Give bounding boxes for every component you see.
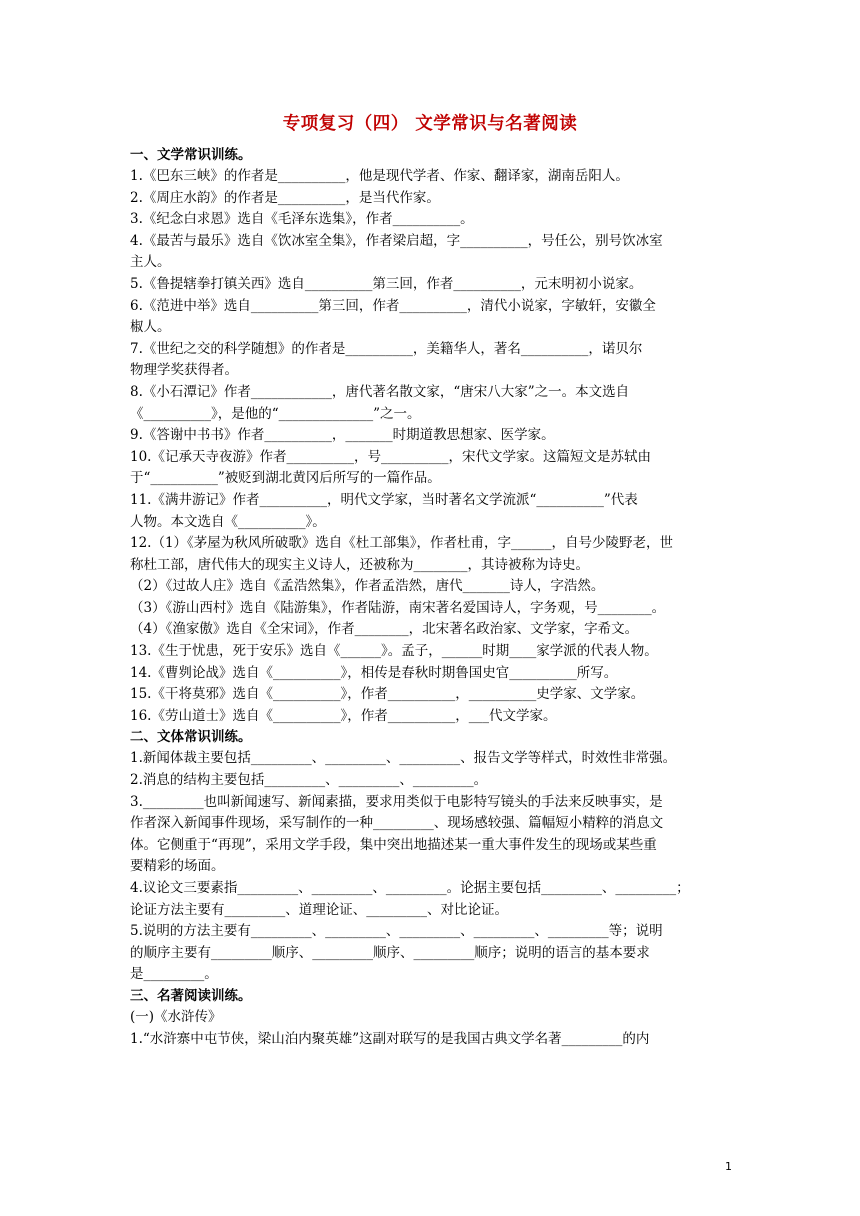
text-line: 7.《世纪之交的科学随想》的作者是__________，美籍华人，著名__________，诺贝尔 (130, 340, 643, 357)
text-line: 的顺序主要有_________顺序、_________顺序、_________顺序；说明的语言的基本要求 (130, 944, 650, 961)
text-line: 《__________》，是他的“______________”之一。 (130, 405, 421, 422)
text-line: 物理学奖获得者。 (130, 362, 238, 379)
text-line: （2）《过故人庄》选自《孟浩然集》，作者孟浩然，唐代_______诗人，字浩然。 (130, 578, 605, 595)
text-line: 8.《小石潭记》作者____________，唐代著名散文家，“唐宋八大家”之一。本文选自 (130, 383, 630, 400)
text-line: 15.《干将莫邪》选自《__________》，作者__________，__________史学家、文学家。 (130, 686, 645, 703)
text-line: 是_________。 (130, 966, 218, 983)
text-line: 9.《答谢中书书》作者__________，_______时期道教思想家、医学家。 (130, 427, 555, 444)
text-line: 4.《最苦与最乐》选自《饮冰室全集》，作者梁启超，字__________，号任公，别号饮冰室 (130, 232, 663, 249)
text-line: 3.《纪念白求恩》选自《毛泽东选集》，作者__________。 (130, 211, 474, 228)
page-title: 专项复习（四） 文学常识与名著阅读 (282, 114, 578, 134)
text-line: 要精彩的场面。 (130, 858, 225, 875)
text-line: 称杜工部，唐代伟大的现实主义诗人，还被称为________，其诗被称为诗史。 (130, 556, 589, 573)
text-line: 14.《曹刿论战》选自《__________》，相传是春秋时期鲁国史官__________所写。 (130, 664, 618, 681)
text-line: （4）《渔家傲》选自《全宋词》，作者________，北宋著名政治家、文学家，字希文。 (130, 621, 639, 638)
text-line: 体。它侧重于“再现”，采用文学手段，集中突出地描述某一重大事件发生的现场或某些重 (130, 836, 657, 853)
text-line: 2.《周庄水韵》的作者是__________，是当代作家。 (130, 189, 440, 206)
text-line: 论证方法主要有_________、道理论证、_________、对比论证。 (130, 901, 508, 918)
text-line: 2.消息的结构主要包括_________、_________、_________。 (130, 772, 488, 789)
page-number: 1 (725, 1160, 732, 1173)
text-line: 6.《范进中举》选自__________第三回，作者__________，清代小说家，字敏轩，安徽全 (130, 297, 656, 314)
text-line: 主人。 (130, 254, 171, 271)
text-line: 于“__________”被贬到湖北黄冈后所写的一篇作品。 (130, 470, 441, 487)
text-line: 5.《鲁提辖拳打镇关西》选自__________第三回，作者__________，元末明初小说家。 (130, 275, 643, 292)
text-line: 作者深入新闻事件现场，采写制作的一种_________、现场感较强、篇幅短小精粹的消息文 (130, 815, 664, 832)
text-line: 16.《劳山道士》选自《__________》，作者__________，___代文学家。 (130, 707, 557, 724)
text-line: 人物。本文选自《__________》。 (130, 513, 326, 530)
section-heading: 三、名著阅读训练。 (130, 987, 252, 1004)
text-line: 12.（1）《茅屋为秋风所破歌》选自《杜工部集》，作者杜甫，字______，自号少陵野老，世 (130, 535, 674, 552)
text-line: (一)《水浒传》 (130, 1008, 222, 1025)
text-line: 10.《记承天寺夜游》作者__________，号__________，宋代文学家。这篇短文是苏轼由 (130, 448, 651, 465)
section-heading: 一、文学常识训练。 (130, 147, 252, 163)
text-line: 椒人。 (130, 319, 171, 336)
section-heading: 二、文体常识训练。 (130, 729, 252, 746)
text-line: 1.《巴东三峡》的作者是__________，他是现代学者、作家、翻译家，湖南岳阳人。 (130, 168, 629, 184)
document-body (130, 145, 730, 1050)
text-line: 3._________也叫新闻速写、新闻素描，要求用类似于电影特写镜头的手法来反映事实，是 (130, 793, 663, 810)
text-line: 5.说明的方法主要有_________、_________、_________、_________、_________等；说明 (130, 923, 663, 940)
document-page (130, 110, 730, 1050)
text-line: 13.《生于忧患，死于安乐》选自《______》。孟子，______时期____家学派的代表人物。 (130, 643, 658, 660)
text-line: 11.《满井游记》作者__________，明代文学家，当时著名文学流派“__________”代表 (130, 491, 638, 508)
text-line: 4.议论文三要素指_________、_________、_________。论据主要包括_________、_________； (130, 880, 690, 896)
text-line: 1.“水浒寨中屯节侠，梁山泊内聚英雄”这副对联写的是我国古典文学名著_________的内 (130, 1030, 650, 1047)
text-line: 1.新闻体裁主要包括_________、_________、_________、报告文学等样式，时效性非常强。 (130, 750, 677, 767)
text-line: （3）《游山西村》选自《陆游集》，作者陆游，南宋著名爱国诗人，字务观，号________。 (130, 599, 666, 616)
